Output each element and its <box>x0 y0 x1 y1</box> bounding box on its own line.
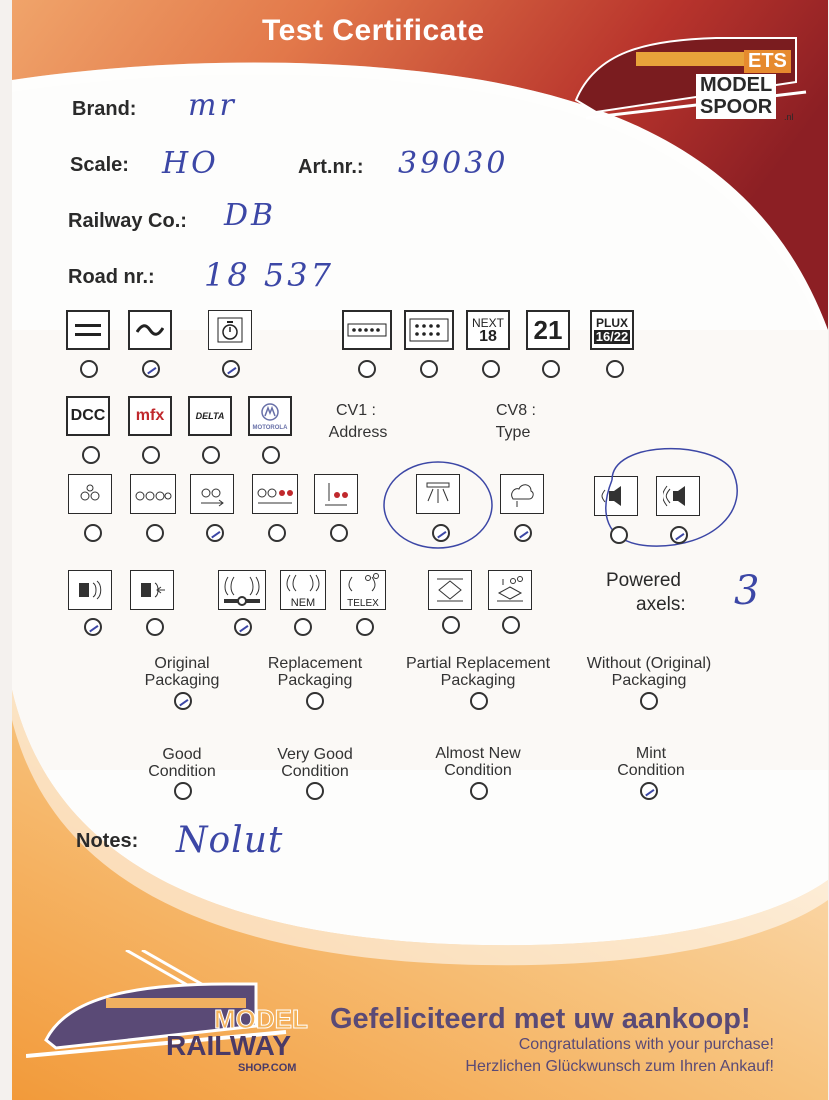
telex-text: TELEX <box>347 598 379 609</box>
condition-verygood-label <box>250 746 380 780</box>
packaging-original-label <box>122 655 242 689</box>
scale-value[interactable]: HO <box>162 146 219 181</box>
page-title: Test Certificate <box>262 14 485 47</box>
packaging-partial-label <box>388 655 568 689</box>
packaging-original-line2: Packaging <box>144 672 220 689</box>
light-direction-checkbox[interactable] <box>206 524 224 542</box>
condition-mint-line2: Condition <box>617 762 685 779</box>
logo-shop-word: SHOP.COM <box>238 1062 297 1074</box>
light-front-checkbox[interactable] <box>84 524 102 542</box>
coupling-short-checkbox[interactable] <box>234 618 252 636</box>
telex-icon <box>340 570 386 610</box>
condition-good-checkbox[interactable] <box>174 782 192 800</box>
telex-checkbox[interactable] <box>356 618 374 636</box>
packaging-replacement-line2: Packaging <box>277 672 353 689</box>
condition-good-line1: Good <box>162 746 202 763</box>
cv1-label: CV1 : <box>335 402 376 419</box>
pantograph-digital-icon <box>488 570 532 610</box>
dc-icon <box>66 310 110 350</box>
light-direction-icon <box>190 474 234 514</box>
packaging-original-line1: Original <box>154 655 210 672</box>
cv1-sub: Address <box>328 424 388 441</box>
notes-label: Notes: <box>76 830 139 852</box>
plux-num: 16/22 <box>595 329 629 344</box>
packaging-without-checkbox[interactable] <box>640 692 658 710</box>
footer-german-text: Herzlichen Glückwunsch zum Ihren Ankauf! <box>465 1058 774 1075</box>
sound-icon <box>594 476 638 516</box>
scale-label: Scale: <box>70 154 129 176</box>
powered-axels-value[interactable]: 3 <box>734 568 763 614</box>
packaging-replacement-label <box>250 655 380 689</box>
roadnr-value[interactable]: 18 537 <box>204 256 334 294</box>
dcc-checkbox[interactable] <box>82 446 100 464</box>
plux-icon <box>590 310 634 350</box>
light-rear-red-icon <box>314 474 358 514</box>
packaging-original-checkbox[interactable] <box>174 692 192 710</box>
coupling-checkbox[interactable] <box>84 618 102 636</box>
condition-almostnew-line2: Condition <box>444 762 512 779</box>
packaging-partial-checkbox[interactable] <box>470 692 488 710</box>
light-red-icon <box>252 474 298 514</box>
artnr-label: Art.nr.: <box>298 156 364 178</box>
next18-icon <box>466 310 510 350</box>
footer-main-text: Gefeliciteerd met uw aankoop! <box>330 1003 751 1035</box>
railway-label: Railway Co.: <box>68 210 187 232</box>
smoke-icon <box>500 474 544 514</box>
dcc-icon: DCC <box>66 396 110 436</box>
nem-icon <box>280 570 326 610</box>
notes-value[interactable]: Nolut <box>176 820 284 861</box>
sound-loud-checkbox[interactable] <box>670 526 688 544</box>
pantograph-checkbox[interactable] <box>442 616 460 634</box>
motorola-text: MOTOROLA <box>252 425 288 431</box>
condition-almostnew-checkbox[interactable] <box>470 782 488 800</box>
packaging-replacement-checkbox[interactable] <box>306 692 324 710</box>
delta-checkbox[interactable] <box>202 446 220 464</box>
brand-value[interactable]: mr <box>188 88 237 123</box>
plux-checkbox[interactable] <box>606 360 624 378</box>
sound-checkbox[interactable] <box>610 526 628 544</box>
coupling-remote-checkbox[interactable] <box>146 618 164 636</box>
mfx-checkbox[interactable] <box>142 446 160 464</box>
condition-good-line2: Condition <box>148 763 216 780</box>
brand-label: Brand: <box>72 98 137 120</box>
coupling-short-icon <box>218 570 266 610</box>
powered-axels-label2: axels: <box>636 594 686 615</box>
ac-icon <box>128 310 172 350</box>
condition-mint-line1: Mint <box>635 745 667 762</box>
condition-verygood-checkbox[interactable] <box>306 782 324 800</box>
cv8-label: CV8 : <box>495 402 536 419</box>
mfx-icon: mfx <box>128 396 172 436</box>
ets-modelspoor-logo <box>676 52 802 128</box>
condition-mint-checkbox[interactable] <box>640 782 658 800</box>
roadnr-label: Road nr.: <box>68 266 155 288</box>
next18-checkbox[interactable] <box>482 360 500 378</box>
footer-english-text: Congratulations with your purchase! <box>518 1036 774 1053</box>
21mtc-text: 21 <box>533 314 563 345</box>
ac-checkbox[interactable] <box>142 360 160 378</box>
motorola-checkbox[interactable] <box>262 446 280 464</box>
pantograph-digital-checkbox[interactable] <box>502 616 520 634</box>
cv8-sub: Type <box>495 424 531 441</box>
logo-railway-word: RAILWAY <box>166 1030 291 1061</box>
timer-checkbox[interactable] <box>222 360 240 378</box>
logo-suffix: .nl <box>784 112 794 122</box>
timer-icon <box>208 310 252 350</box>
interface-8pin-checkbox[interactable] <box>358 360 376 378</box>
light-rear-red-checkbox[interactable] <box>330 524 348 542</box>
packaging-without-label <box>574 655 724 689</box>
certificate-page <box>12 0 828 1100</box>
plux-text: PLUX <box>595 316 628 330</box>
sound-loud-icon <box>656 476 700 516</box>
nem-checkbox[interactable] <box>294 618 312 636</box>
artnr-value[interactable]: 39030 <box>398 146 509 181</box>
next18-text: NEXT <box>471 316 504 330</box>
logo-spoor-text: SPOOR <box>696 96 776 119</box>
condition-verygood-line2: Condition <box>281 763 349 780</box>
powered-axels-label1: Powered <box>606 570 681 591</box>
smoke-checkbox[interactable] <box>514 524 532 542</box>
packaging-partial-line2: Packaging <box>440 672 516 689</box>
21mtc-icon <box>526 310 570 350</box>
pantograph-icon <box>428 570 472 610</box>
condition-verygood-line1: Very Good <box>277 746 353 763</box>
interface-21pin-icon <box>404 310 454 350</box>
coupling-icon <box>68 570 112 610</box>
condition-almostnew-label <box>408 745 548 779</box>
packaging-replacement-line1: Replacement <box>267 655 363 672</box>
logo-model-word: MODEL <box>214 1004 308 1034</box>
packaging-partial-line1: Partial Replacement <box>405 655 551 672</box>
condition-good-label <box>122 746 242 780</box>
dc-checkbox[interactable] <box>80 360 98 378</box>
packaging-without-line1: Without (Original) <box>586 655 712 672</box>
21mtc-checkbox[interactable] <box>542 360 560 378</box>
light-red-checkbox[interactable] <box>268 524 286 542</box>
interface-21pin-checkbox[interactable] <box>420 360 438 378</box>
interior-light-icon <box>416 474 460 514</box>
motorola-icon <box>248 396 292 436</box>
logo-model-text: MODEL <box>696 74 776 97</box>
interior-light-checkbox[interactable] <box>432 524 450 542</box>
light-front-rear-icon <box>130 474 176 514</box>
next18-num: 18 <box>479 328 497 345</box>
condition-almostnew-line1: Almost New <box>435 745 521 762</box>
interface-8pin-icon <box>342 310 392 350</box>
coupling-remote-icon <box>130 570 174 610</box>
light-front-icon <box>68 474 112 514</box>
railway-value[interactable]: DB <box>224 198 277 233</box>
logo-ets-text: ETS <box>744 50 791 73</box>
light-front-rear-checkbox[interactable] <box>146 524 164 542</box>
packaging-without-line2: Packaging <box>611 672 687 689</box>
condition-mint-label <box>586 745 716 779</box>
nem-text: NEM <box>290 597 316 609</box>
delta-icon: DELTA <box>188 396 232 436</box>
